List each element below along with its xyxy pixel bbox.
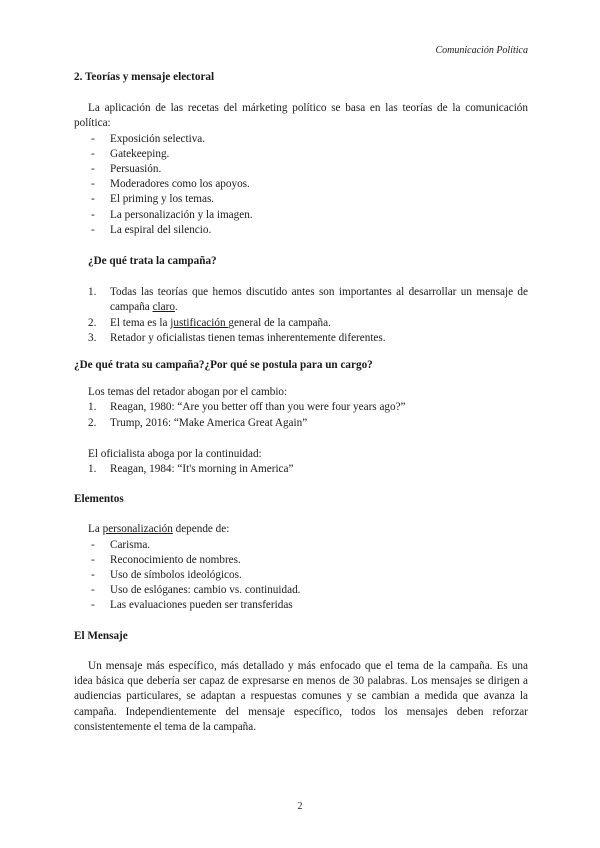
page-content (74, 70, 528, 735)
list-item: - Exposición selectiva. (74, 132, 528, 147)
section-title: 2. Teorías y mensaje electoral (74, 71, 215, 83)
campaign-question-list (74, 285, 528, 346)
page-number: 2 (297, 801, 303, 812)
list-item: - Gatekeeping. (74, 147, 528, 162)
list-item: - Uso de eslóganes: cambio vs. continuidad. (74, 583, 528, 598)
list-item: - Las evaluaciones pueden ser transferidas (74, 598, 528, 613)
list-item: - La personalización y la imagen. (74, 208, 528, 223)
list-item: - Reconocimiento de nombres. (74, 553, 528, 568)
list-item: 1. Reagan, 1984: “It's morning in America” (88, 463, 294, 476)
intro-paragraph: La aplicación de las recetas del márketing político se basa en las teorías de la comunicación política: (74, 102, 528, 130)
list-item: 1. Reagan, 1980: “Are you better off than you were four years ago?” (88, 401, 406, 414)
message-paragraph: Un mensaje más específico, más detallado y más enfocado que el tema de la campaña. Es una idea básica que debería ser capaz de expresarse en menos de 30 palabras. Los mensajes se dirigen a audiencias particulares, se adaptan a respuestas comunes y se cambian a medida que avanza la campaña. Independientemente del mensaje específico, todos los mensajes deben reforzar consistentemente el tema de la campaña. (74, 659, 528, 733)
incumbent-intro: El oficialista aboga por la continuidad: (88, 447, 262, 460)
running-header: Comunicación Política (435, 45, 528, 56)
theories-list (74, 132, 528, 238)
message-heading: El Mensaje (74, 629, 128, 642)
list-item: 1. Todas las teorías que hemos discutido antes son importantes al desarrollar un mensaje de campaña claro. (88, 286, 528, 314)
list-item: 2. El tema es la justificación general de la campaña. (88, 316, 331, 329)
why-running-heading: ¿De qué trata su campaña?¿Por qué se postula para un cargo? (74, 359, 373, 372)
list-item: - La espiral del silencio. (74, 223, 528, 238)
list-item: - Moderadores como los apoyos. (74, 177, 528, 192)
campaign-question-heading: ¿De qué trata la campaña? (88, 255, 217, 268)
challenger-intro: Los temas del retador abogan por el cambio: (88, 386, 288, 399)
list-item: - Persuasión. (74, 162, 528, 177)
elements-intro: La personalización depende de: (88, 523, 230, 536)
list-item: - Carisma. (74, 538, 528, 553)
list-item: - El priming y los temas. (74, 192, 528, 207)
list-item: - Uso de símbolos ideológicos. (74, 568, 528, 583)
incumbent-list (74, 462, 528, 477)
list-item: 2. Trump, 2016: “Make America Great Again” (88, 416, 308, 429)
challenger-list (74, 400, 528, 430)
elements-heading: Elementos (74, 493, 124, 506)
list-item: 3. Retador y oficialistas tienen temas inherentemente diferentes. (88, 331, 386, 344)
elements-list (74, 538, 528, 614)
